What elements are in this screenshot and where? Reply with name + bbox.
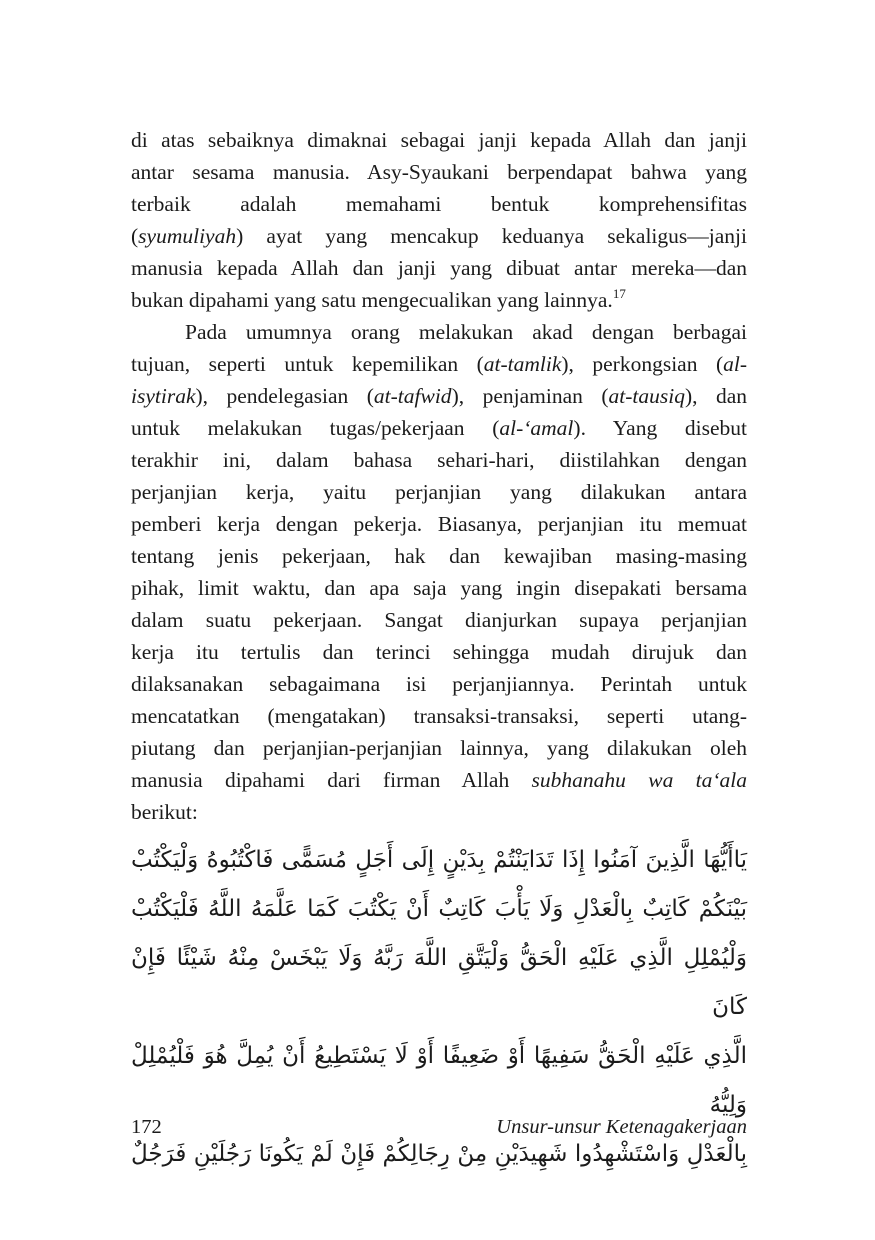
text-run: kerja itu tertulis dan terinci sehingga mudah dirujuk dan	[131, 640, 747, 664]
text-run: ) ayat yang mencakup keduanya sekaligus—janji	[236, 224, 747, 248]
text-line	[131, 348, 747, 380]
text-line	[131, 188, 747, 220]
text-line	[131, 764, 747, 796]
text-line	[131, 732, 747, 764]
text-run: dilaksanakan sebagaimana isi perjanjiannya. Perintah untuk	[131, 672, 747, 696]
text-line	[131, 156, 747, 188]
text-run: ). Yang disebut	[573, 416, 747, 440]
text-line	[131, 124, 747, 156]
text-run: piutang dan perjanjian-perjanjian lainnya, yang dilakukan oleh	[131, 736, 747, 760]
running-title: Unsur-unsur Ketenagakerjaan	[496, 1116, 747, 1138]
text-run: isytirak	[131, 384, 196, 408]
text-run: berikut:	[131, 800, 198, 824]
body-text	[131, 124, 747, 828]
text-line	[131, 572, 747, 604]
text-run: antar sesama manusia. Asy-Syaukani berpendapat bahwa yang	[131, 160, 747, 184]
text-line	[131, 700, 747, 732]
text-line	[131, 476, 747, 508]
text-run: Pada umumnya orang melakukan akad dengan berbagai	[185, 320, 747, 344]
text-run: ), penjaminan (	[451, 384, 609, 408]
text-line	[131, 540, 747, 572]
text-line	[131, 636, 747, 668]
text-run: tujuan, seperti untuk kepemilikan (	[131, 352, 484, 376]
text-line	[131, 796, 747, 828]
page-footer	[131, 1112, 747, 1142]
text-line	[131, 252, 747, 284]
text-line	[131, 668, 747, 700]
page-number: 172	[131, 1116, 162, 1138]
text-run: bukan dipahami yang satu mengecualikan yang lainnya.	[131, 288, 613, 312]
arabic-verse-line: بَيْنَكُمْ كَاتِبٌ بِالْعَدْلِ وَلَا يَأْبَ كَاتِبٌ أَنْ يَكْتُبَ كَمَا عَلَّمَهُ اللَّهُ فَلْيَكْتُبْ	[131, 896, 747, 922]
arabic-verse-line: الَّذِي عَلَيْهِ الْحَقُّ سَفِيهًا أَوْ ضَعِيفًا أَوْ لَا يَسْتَطِيعُ أَنْ يُمِلَّ هُوَ فَلْيُمْلِلْ وَلِيُّهُ	[131, 1043, 747, 1118]
text-run: perjanjian kerja, yaitu perjanjian yang dilakukan antara	[131, 480, 747, 504]
text-run: manusia kepada Allah dan janji yang dibuat antar mereka—dan	[131, 256, 747, 280]
text-line	[131, 444, 747, 476]
text-line	[131, 508, 747, 540]
text-line	[131, 380, 747, 412]
footnote-marker: 17	[612, 286, 626, 301]
text-run: ), pendelegasian (	[195, 384, 374, 408]
text-line	[131, 316, 747, 348]
text-run: ), dan	[684, 384, 747, 408]
text-run: mencatatkan (mengatakan) transaksi-transaksi, seperti utang-	[131, 704, 747, 728]
text-line	[131, 412, 747, 444]
text-run: at-tausiq	[608, 384, 685, 408]
text-run: subhanahu wa ta‘ala	[531, 768, 747, 792]
text-line	[131, 604, 747, 636]
text-run: terbaik adalah memahami bentuk komprehensifitas	[131, 192, 747, 216]
text-run: al-‘amal	[499, 416, 574, 440]
arabic-verse-line: بِالْعَدْلِ وَاسْتَشْهِدُوا شَهِيدَيْنِ مِنْ رِجَالِكُمْ فَإِنْ لَمْ يَكُونَا رَجُلَيْنِ فَرَجُلٌ	[131, 1141, 747, 1167]
text-run: pihak, limit waktu, dan apa saja yang ingin disepakati bersama	[131, 576, 747, 600]
text-run: tentang jenis pekerjaan, hak dan kewajiban masing-masing	[131, 544, 747, 568]
text-run: manusia dipahami dari firman Allah	[131, 768, 532, 792]
text-run: (	[131, 224, 139, 248]
text-run: ), perkongsian (	[561, 352, 724, 376]
text-run: dalam suatu pekerjaan. Sangat dianjurkan supaya perjanjian	[131, 608, 747, 632]
text-run: untuk melakukan tugas/pekerjaan (	[131, 416, 500, 440]
text-run: al-	[723, 352, 748, 376]
text-run: terakhir ini, dalam bahasa sehari-hari, diistilahkan dengan	[131, 448, 747, 472]
text-run: at-tafwid	[373, 384, 452, 408]
text-line	[131, 220, 747, 252]
text-line	[131, 284, 747, 316]
text-run: pemberi kerja dengan pekerja. Biasanya, perjanjian itu memuat	[131, 512, 747, 536]
text-run: di atas sebaiknya dimaknai sebagai janji kepada Allah dan janji	[131, 128, 747, 152]
arabic-verse-line: وَلْيُمْلِلِ الَّذِي عَلَيْهِ الْحَقُّ وَلْيَتَّقِ اللَّهَ رَبَّهُ وَلَا يَبْخَسْ مِنْهُ شَيْئًا فَإِنْ كَانَ	[131, 945, 747, 1020]
text-run: at-tamlik	[483, 352, 562, 376]
text-run: syumuliyah	[138, 224, 237, 248]
arabic-verse-line: يَاأَيُّهَا الَّذِينَ آمَنُوا إِذَا تَدَايَنْتُمْ بِدَيْنٍ إِلَى أَجَلٍ مُسَمًّى فَاكْتُبُوهُ وَلْيَكْتُبْ	[131, 847, 747, 873]
